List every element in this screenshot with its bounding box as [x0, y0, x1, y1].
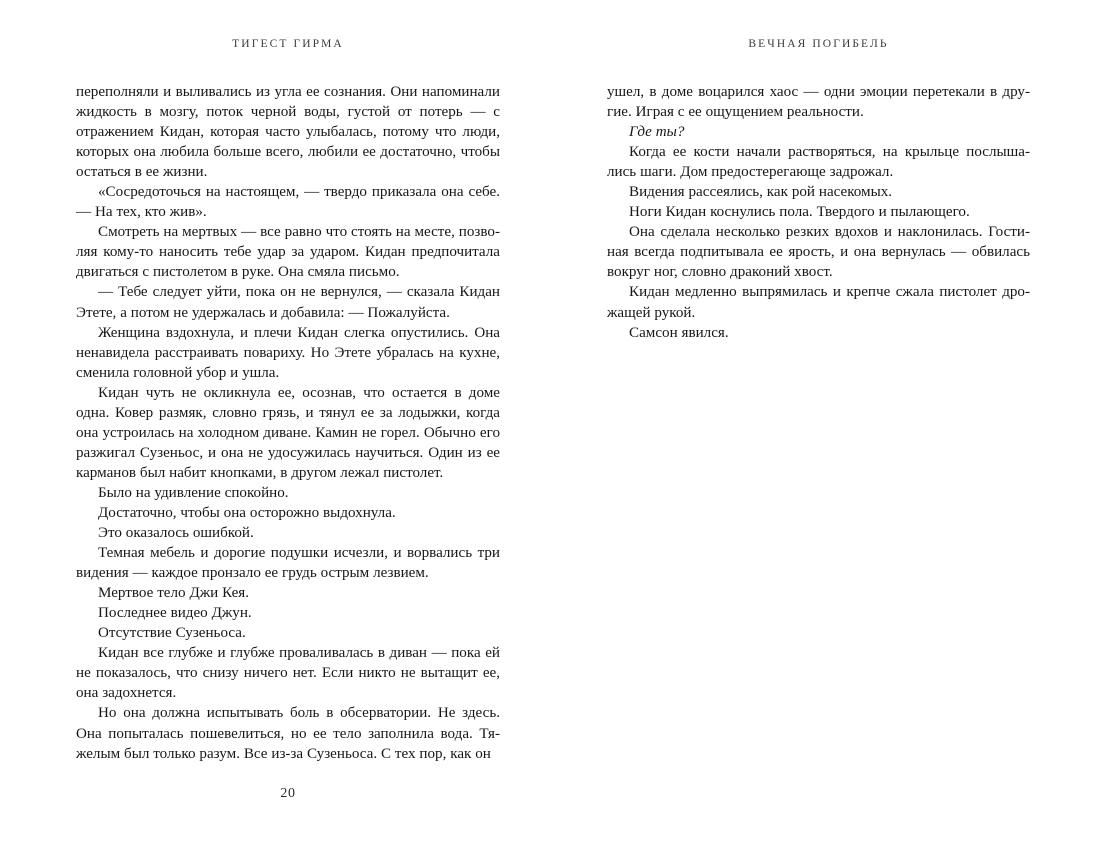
body-paragraph: Отсутствие Сузеньоса. — [98, 625, 246, 642]
body-paragraph: Видения рассеялись, как рой насекомых. — [629, 184, 893, 201]
body-paragraph: Мертвое тело Джи Кея. — [98, 585, 250, 602]
body-paragraph: Кидан медленно выпрямилась и крепче сжала пистолет дрожащей рукой. — [607, 284, 1030, 321]
body-paragraph: Когда ее кости начали растворяться, на крыльце послышались шаги. Дом предостерегающе задрожал. — [607, 144, 1030, 181]
body-paragraph: Женщина вздохнула, и плечи Кидан слегка опустились. Она ненавидела расстраивать повариху. Но Этете убралась на кухне, сменила головной убор и ушла. — [76, 324, 500, 381]
body-paragraph: Было на удивление спокойно. — [98, 484, 289, 501]
running-head-verso: ТИГЕСТ ГИРМА — [232, 38, 344, 50]
page-number: 20 — [280, 786, 296, 801]
body-paragraph: Где ты? — [629, 124, 685, 141]
body-paragraph: ушел, в доме воцарился хаос — одни эмоции перетекали в другие. Играя с ее ощущением реальности. — [607, 84, 1030, 121]
body-paragraph: «Сосредоточься на настоящем, — твердо приказала она себе. — На тех, кто жив». — [76, 184, 500, 221]
body-paragraph: Кидан все глубже и глубже проваливалась в диван — пока ей не показалось, что снизу ничего нет. Если никто не вытащит ее, она задохнется. — [76, 645, 500, 702]
body-paragraph: Это оказалось ошибкой. — [98, 525, 254, 542]
body-paragraph: Кидан чуть не окликнула ее, осознав, что остается в доме одна. Ковер размяк, словно грязь, и тянул ее за лодыжки, когда она устроилась на холодном диване. Камин не горел. Обычно его разжигал Сузеньос, и она не удосужилась научиться. Один из ее карманов был набит кнопками, в другом лежал пистолет. — [76, 384, 500, 481]
body-paragraph: переполняли и выливались из угла ее сознания. Они напоминали жидкость в мозгу, поток черной воды, густой от потерь — с отражением Кидан, которая часто улыбалась, потому что люди, которых она любила больше всего, любили ее достаточно, чтобы остаться в ее жизни. — [76, 84, 500, 181]
body-paragraph: Но она должна испытывать боль в обсерватории. Не здесь. Она попыталась пошевелиться, но ее тело заполнила вода. Тяжелым был только разум. Все из-за Сузеньоса. С тех пор, как он — [76, 705, 500, 762]
body-paragraph: Ноги Кидан коснулись пола. Твердого и пылающего. — [629, 204, 970, 221]
recto-text-column — [607, 82, 1030, 343]
body-paragraph: — Тебе следует уйти, пока он не вернулся, — сказала Кидан Этете, а потом не удержалась и добавила: — Пожалуйста. — [76, 284, 500, 321]
body-paragraph: Последнее видео Джун. — [98, 605, 252, 622]
body-paragraph: Самсон явился. — [629, 324, 729, 341]
body-paragraph: Смотреть на мертвых — все равно что стоять на месте, позволяя кому-то наносить тебе удар за ударом. Кидан предпочитала двигаться с пистолетом в руке. Она смяла письмо. — [76, 224, 500, 281]
running-head-recto: ВЕЧНАЯ ПОГИБЕЛЬ — [748, 38, 889, 50]
verso-text-column — [76, 82, 500, 764]
body-paragraph: Достаточно, чтобы она осторожно выдохнула. — [98, 504, 396, 521]
body-paragraph: Она сделала несколько резких вдохов и наклонилась. Гостиная всегда подпитывала ее ярость, и она вернулась — обвилась вокруг ног, словно драконий хвост. — [607, 224, 1030, 281]
body-paragraph: Темная мебель и дорогие подушки исчезли, и ворвались три видения — каждое пронзало ее грудь острым лезвием. — [76, 545, 500, 582]
